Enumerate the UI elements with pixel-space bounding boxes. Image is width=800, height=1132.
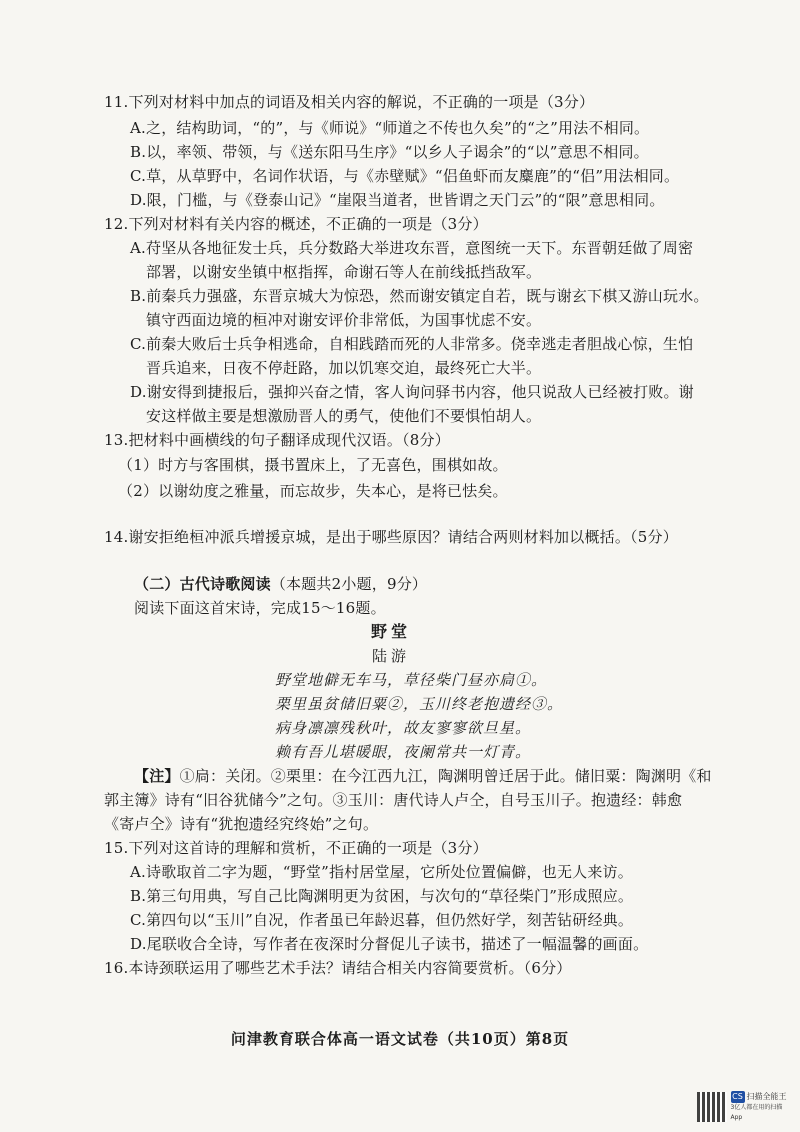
scanner-logo-icon: CS — [732, 1092, 743, 1101]
poem-line-1: 野堂地僻无车马，草径柴门昼亦扃①。 — [275, 671, 548, 689]
poem-line-4: 赖有吾儿堪暖眼，夜阑常共一灯青。 — [275, 743, 532, 761]
watermark-line-2: 3亿人都在用的扫描App — [730, 1104, 783, 1121]
q12-option-d-line2: 安这样做主要是想激励晋人的勇气，使他们不要惧怕胡人。 — [146, 407, 542, 425]
note-line-1 — [134, 766, 712, 786]
q14-stem: 14.谢安拒绝桓冲派兵增援京城，是出于哪些原因？请结合两则材料加以概括。（5分） — [104, 528, 678, 546]
q15-option-c: C.第四句以“玉川”自况，作者虽已年龄迟暮，但仍然好学，刻苦钻研经典。 — [130, 911, 634, 929]
q15-option-b: B.第三句用典，写自己比陶渊明更为贫困，与次句的“草径柴门”形成照应。 — [130, 887, 634, 905]
q15-stem: 15.下列对这首诗的理解和赏析，不正确的一项是（3分） — [104, 839, 488, 857]
note-line-2: 郭主簿》诗有“旧谷犹储今”之句。③玉川：唐代诗人卢仝，自号玉川子。抱遗经：韩愈 — [104, 791, 683, 809]
q11-stem: 11.下列对材料中加点的词语及相关内容的解说，不正确的一项是（3分） — [104, 93, 595, 111]
q11-option-c: C.草，从草野中，名词作状语，与《赤壁赋》“侣鱼虾而友麋鹿”的“侣”用法相同。 — [130, 167, 680, 185]
scanner-watermark — [697, 1090, 793, 1124]
section-intro: 阅读下面这首宋诗，完成15～16题。 — [134, 599, 386, 617]
q15-option-d: D.尾联收合全诗，写作者在夜深时分督促儿子读书，描述了一幅温馨的画面。 — [130, 935, 649, 953]
qr-code-icon — [697, 1092, 727, 1122]
note-line-1-text: ①扃：关闭。②栗里：在今江西九江，陶渊明曾迁居于此。储旧粟：陶渊明《和 — [179, 767, 712, 785]
q16-stem: 16.本诗颈联运用了哪些艺术手法？请结合相关内容简要赏析。（6分） — [104, 959, 572, 977]
q13-sentence-2: （2）以谢幼度之雅量，而忘故步，失本心，是将已怯矣。 — [118, 482, 508, 500]
q12-option-a-line2: 部署，以谢安坐镇中枢指挥，命谢石等人在前线抵挡敌军。 — [146, 263, 542, 281]
watermark-line-1: 扫描全能王 — [746, 1092, 787, 1101]
q12-option-d-line1: D.谢安得到捷报后，强抑兴奋之情，客人询问驿书内容，他只说敌人已经被打败。谢 — [130, 383, 694, 401]
poem-title: 野堂 — [371, 622, 412, 641]
poem-line-2: 栗里虽贫储旧粟②，玉川终老抱遗经③。 — [275, 695, 564, 713]
q11-option-d: D.限，门槛，与《登泰山记》“崖限当道者，世皆谓之天门云”的“限”意思相同。 — [130, 191, 665, 209]
poem-line-3: 病身凛凛残秋叶，故友寥寥欲旦星。 — [275, 719, 532, 737]
q11-option-b: B.以，率领、带领，与《送东阳马生序》“以乡人子谒余”的“以”意思不相同。 — [130, 143, 649, 161]
q15-option-a: A.诗歌取首二字为题，“野堂”指村居堂屋，它所处位置偏僻，也无人来访。 — [130, 863, 633, 881]
section-heading-note: （本题共2小题，9分） — [270, 575, 428, 593]
note-label: 【注】 — [134, 767, 180, 785]
section-heading-title: （二）古代诗歌阅读 — [134, 575, 271, 593]
q13-stem: 13.把材料中画横线的句子翻译成现代汉语。（8分） — [104, 431, 450, 449]
q12-option-b-line1: B.前秦兵力强盛，东晋京城大为惊恐，然而谢安镇定自若，既与谢玄下棋又游山玩水。 — [130, 287, 709, 305]
q13-sentence-1: （1）时方与客围棋，摄书置床上，了无喜色，围棋如故。 — [118, 456, 508, 474]
poem-author: 陆游 — [372, 647, 411, 665]
note-line-3: 《寄卢仝》诗有“犹抱遗经究终始”之句。 — [104, 815, 379, 833]
q12-option-c-line1: C.前秦大败后士兵争相逃命，自相践踏而死的人非常多。侥幸逃走者胆战心惊，生怕 — [130, 335, 694, 353]
q11-option-a: A.之，结构助词，“的”，与《师说》“师道之不传也久矣”的“之”用法不相同。 — [130, 119, 650, 137]
q12-option-a-line1: A.苻坚从各地征发士兵，兵分数路大举进攻东晋，意图统一天下。东晋朝廷做了周密 — [130, 239, 694, 257]
q12-stem: 12.下列对材料有关内容的概述，不正确的一项是（3分） — [104, 215, 488, 233]
page-footer: 问津教育联合体高一语文试卷（共10页）第8页 — [230, 1030, 570, 1048]
q12-option-b-line2: 镇守西面边境的桓冲对谢安评价非常低，为国事忧虑不安。 — [146, 311, 542, 329]
q12-option-c-line2: 晋兵追来，日夜不停赶路，加以饥寒交迫，最终死亡大半。 — [146, 359, 542, 377]
section-heading — [134, 574, 427, 594]
